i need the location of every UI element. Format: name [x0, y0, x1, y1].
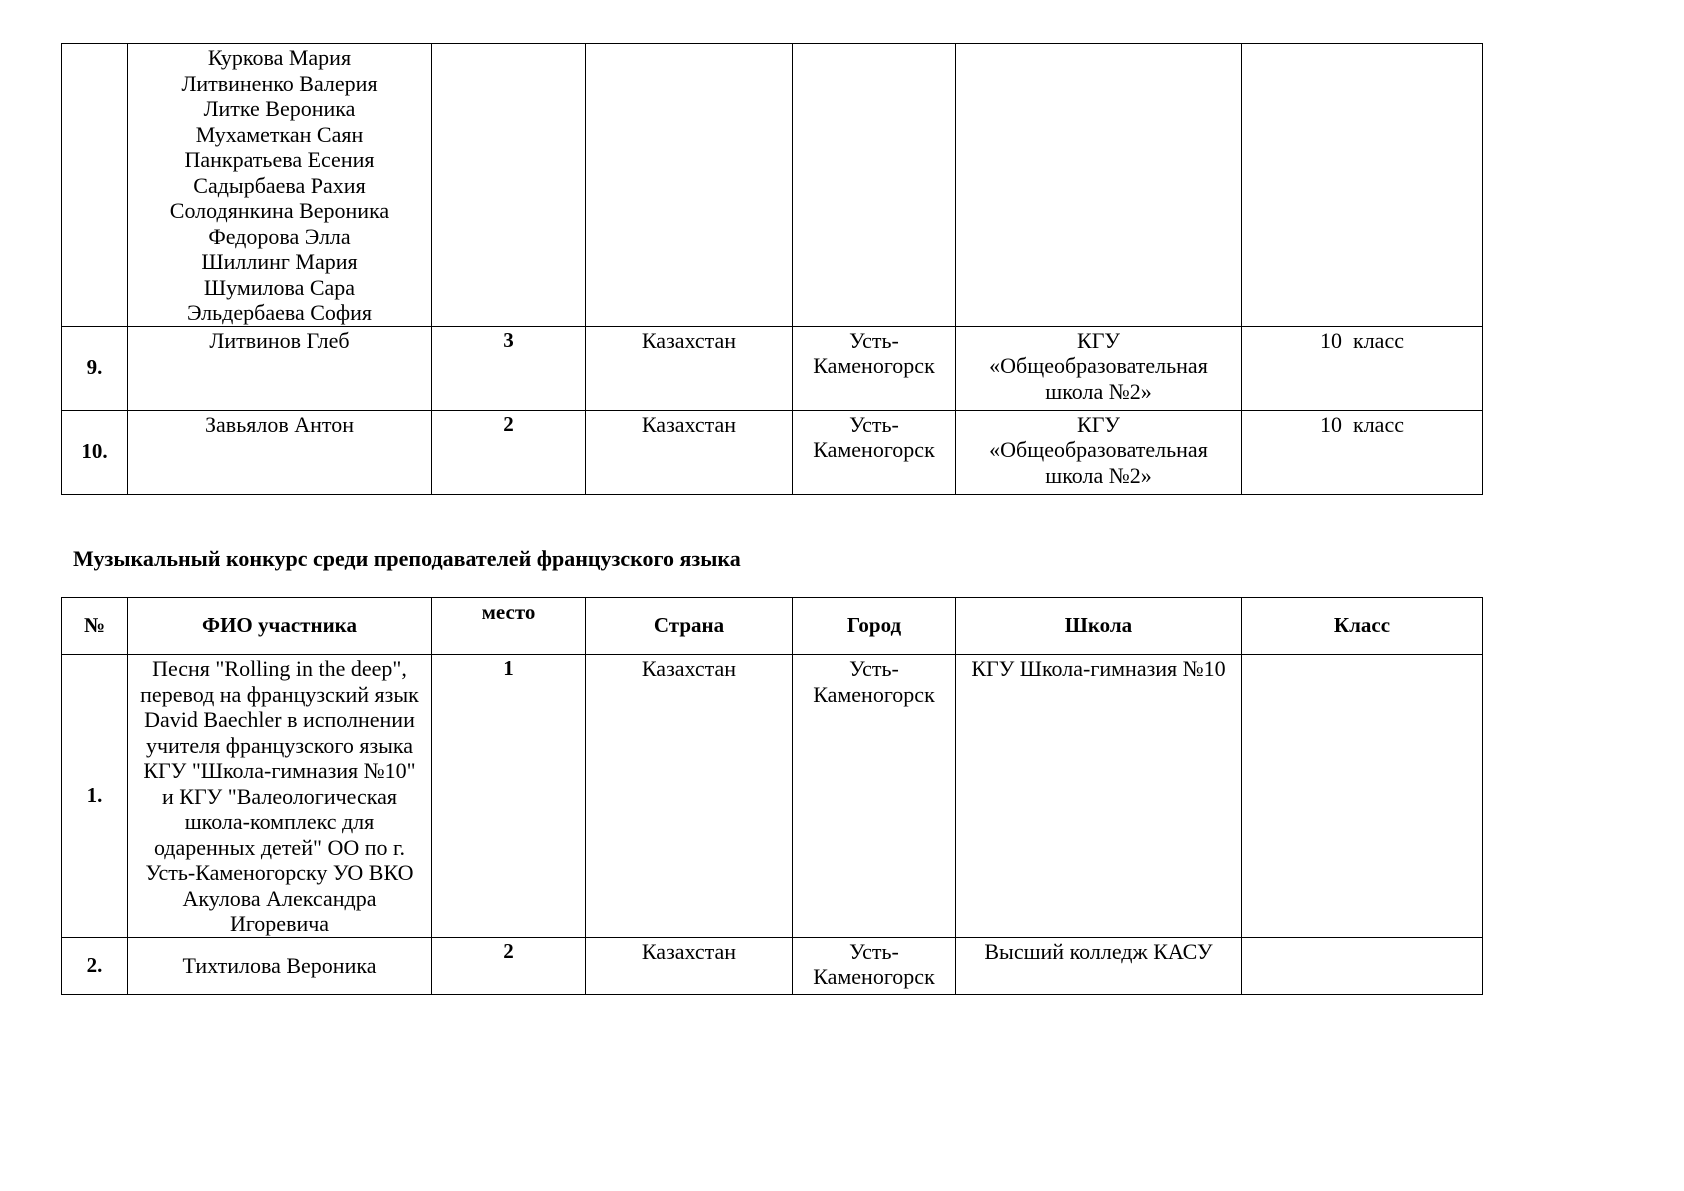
cell-num: 9.	[62, 326, 128, 410]
cell-place: 2	[432, 410, 586, 494]
fio-line: КГУ "Школа-гимназия №10"	[143, 758, 416, 783]
header-country: Страна	[586, 598, 793, 655]
school-line: КГУ	[1077, 411, 1120, 437]
table-header-row	[62, 598, 1483, 655]
table-row	[62, 410, 1483, 494]
fio-line: Акулова Александра	[182, 885, 377, 911]
participant-name: Литвиненко Валерия	[181, 70, 378, 96]
cell-country: Казахстан	[586, 655, 793, 938]
header-class: Класс	[1242, 598, 1483, 655]
fio-line: Песня "Rolling in the deep",	[152, 656, 407, 681]
school-line: школа №2»	[1045, 462, 1152, 488]
table-row-continuation	[62, 44, 1483, 327]
header-num: №	[62, 598, 128, 655]
participant-name: Панкратьева Есения	[184, 147, 375, 172]
cell-class: 10 класс	[1242, 326, 1483, 410]
school-line: КГУ	[1077, 327, 1120, 353]
fio-line: учителя французского языка	[145, 732, 414, 758]
cell-fio: Литвинов Глеб	[128, 326, 432, 410]
participant-name: Литке Вероника	[203, 96, 356, 121]
city-line: Усть-	[849, 656, 899, 681]
cell-country: Казахстан	[586, 937, 793, 994]
school-line: школа №2»	[1045, 378, 1152, 404]
table-row	[62, 937, 1483, 994]
cell-class	[1242, 937, 1483, 994]
header-fio: ФИО участника	[128, 598, 432, 655]
cell-class	[1242, 655, 1483, 938]
fio-line: David Baechler в исполнении	[144, 707, 415, 732]
cell-city	[793, 937, 956, 994]
music-contest-table	[61, 597, 1483, 995]
header-place: место	[432, 598, 586, 655]
participant-name: Солодянкина Вероника	[169, 198, 390, 223]
city-line: Усть-	[849, 411, 899, 437]
cell-num: 10.	[62, 410, 128, 494]
fio-line: и КГУ "Валеологическая	[162, 783, 397, 809]
header-city: Город	[793, 598, 956, 655]
table-row	[62, 655, 1483, 938]
results-table-continued	[61, 43, 1483, 495]
cell-num	[62, 44, 128, 327]
participant-name: Шиллинг Мария	[201, 249, 358, 274]
cell-num: 2.	[62, 937, 128, 994]
cell-fio: Завьялов Антон	[128, 410, 432, 494]
header-school: Школа	[956, 598, 1242, 655]
fio-line: одаренных детей" ОО по г.	[153, 834, 406, 860]
cell-class	[1242, 44, 1483, 327]
city-line: Каменогорск	[813, 437, 935, 462]
cell-school	[956, 410, 1242, 494]
school-line: «Общеобразовательная	[989, 437, 1208, 462]
cell-class: 10 класс	[1242, 410, 1483, 494]
participant-name: Федорова Элла	[208, 223, 351, 249]
cell-city	[793, 326, 956, 410]
table-row	[62, 326, 1483, 410]
city-line: Каменогорск	[813, 353, 935, 378]
cell-city	[793, 655, 956, 938]
section-title: Музыкальный конкурс среди преподавателей французского языка	[73, 546, 741, 571]
city-line: Каменогорск	[813, 681, 935, 707]
participant-name: Шумилова Сара	[203, 274, 356, 300]
cell-fio-names	[128, 44, 432, 327]
cell-place: 1	[432, 655, 586, 938]
cell-num: 1.	[62, 655, 128, 938]
participant-name: Мухаметкан Саян	[195, 121, 364, 147]
cell-school: Высший колледж КАСУ	[956, 937, 1242, 994]
cell-country: Казахстан	[586, 410, 793, 494]
fio-line: Усть-Каменогорску УО ВКО	[145, 860, 414, 885]
city-line: Усть-	[849, 938, 899, 964]
cell-city	[793, 410, 956, 494]
participant-name: Садырбаева Рахия	[193, 172, 366, 198]
cell-country	[586, 44, 793, 327]
cell-place: 3	[432, 326, 586, 410]
cell-school	[956, 326, 1242, 410]
cell-fio: Тихтилова Вероника	[128, 937, 432, 994]
city-line: Каменогорск	[813, 964, 935, 989]
cell-school: КГУ Школа-гимназия №10	[956, 655, 1242, 938]
cell-place: 2	[432, 937, 586, 994]
school-line: «Общеобразовательная	[989, 353, 1208, 378]
cell-fio	[128, 655, 432, 938]
participant-name: Куркова Мария	[207, 45, 352, 70]
cell-country: Казахстан	[586, 326, 793, 410]
cell-city	[793, 44, 956, 327]
fio-line: перевод на французский язык	[140, 681, 419, 707]
fio-line: Игоревича	[229, 911, 330, 936]
cell-place	[432, 44, 586, 327]
cell-school	[956, 44, 1242, 327]
participant-name: Эльдербаева София	[186, 300, 373, 325]
city-line: Усть-	[849, 327, 899, 353]
fio-line: школа-комплекс для	[184, 809, 375, 834]
